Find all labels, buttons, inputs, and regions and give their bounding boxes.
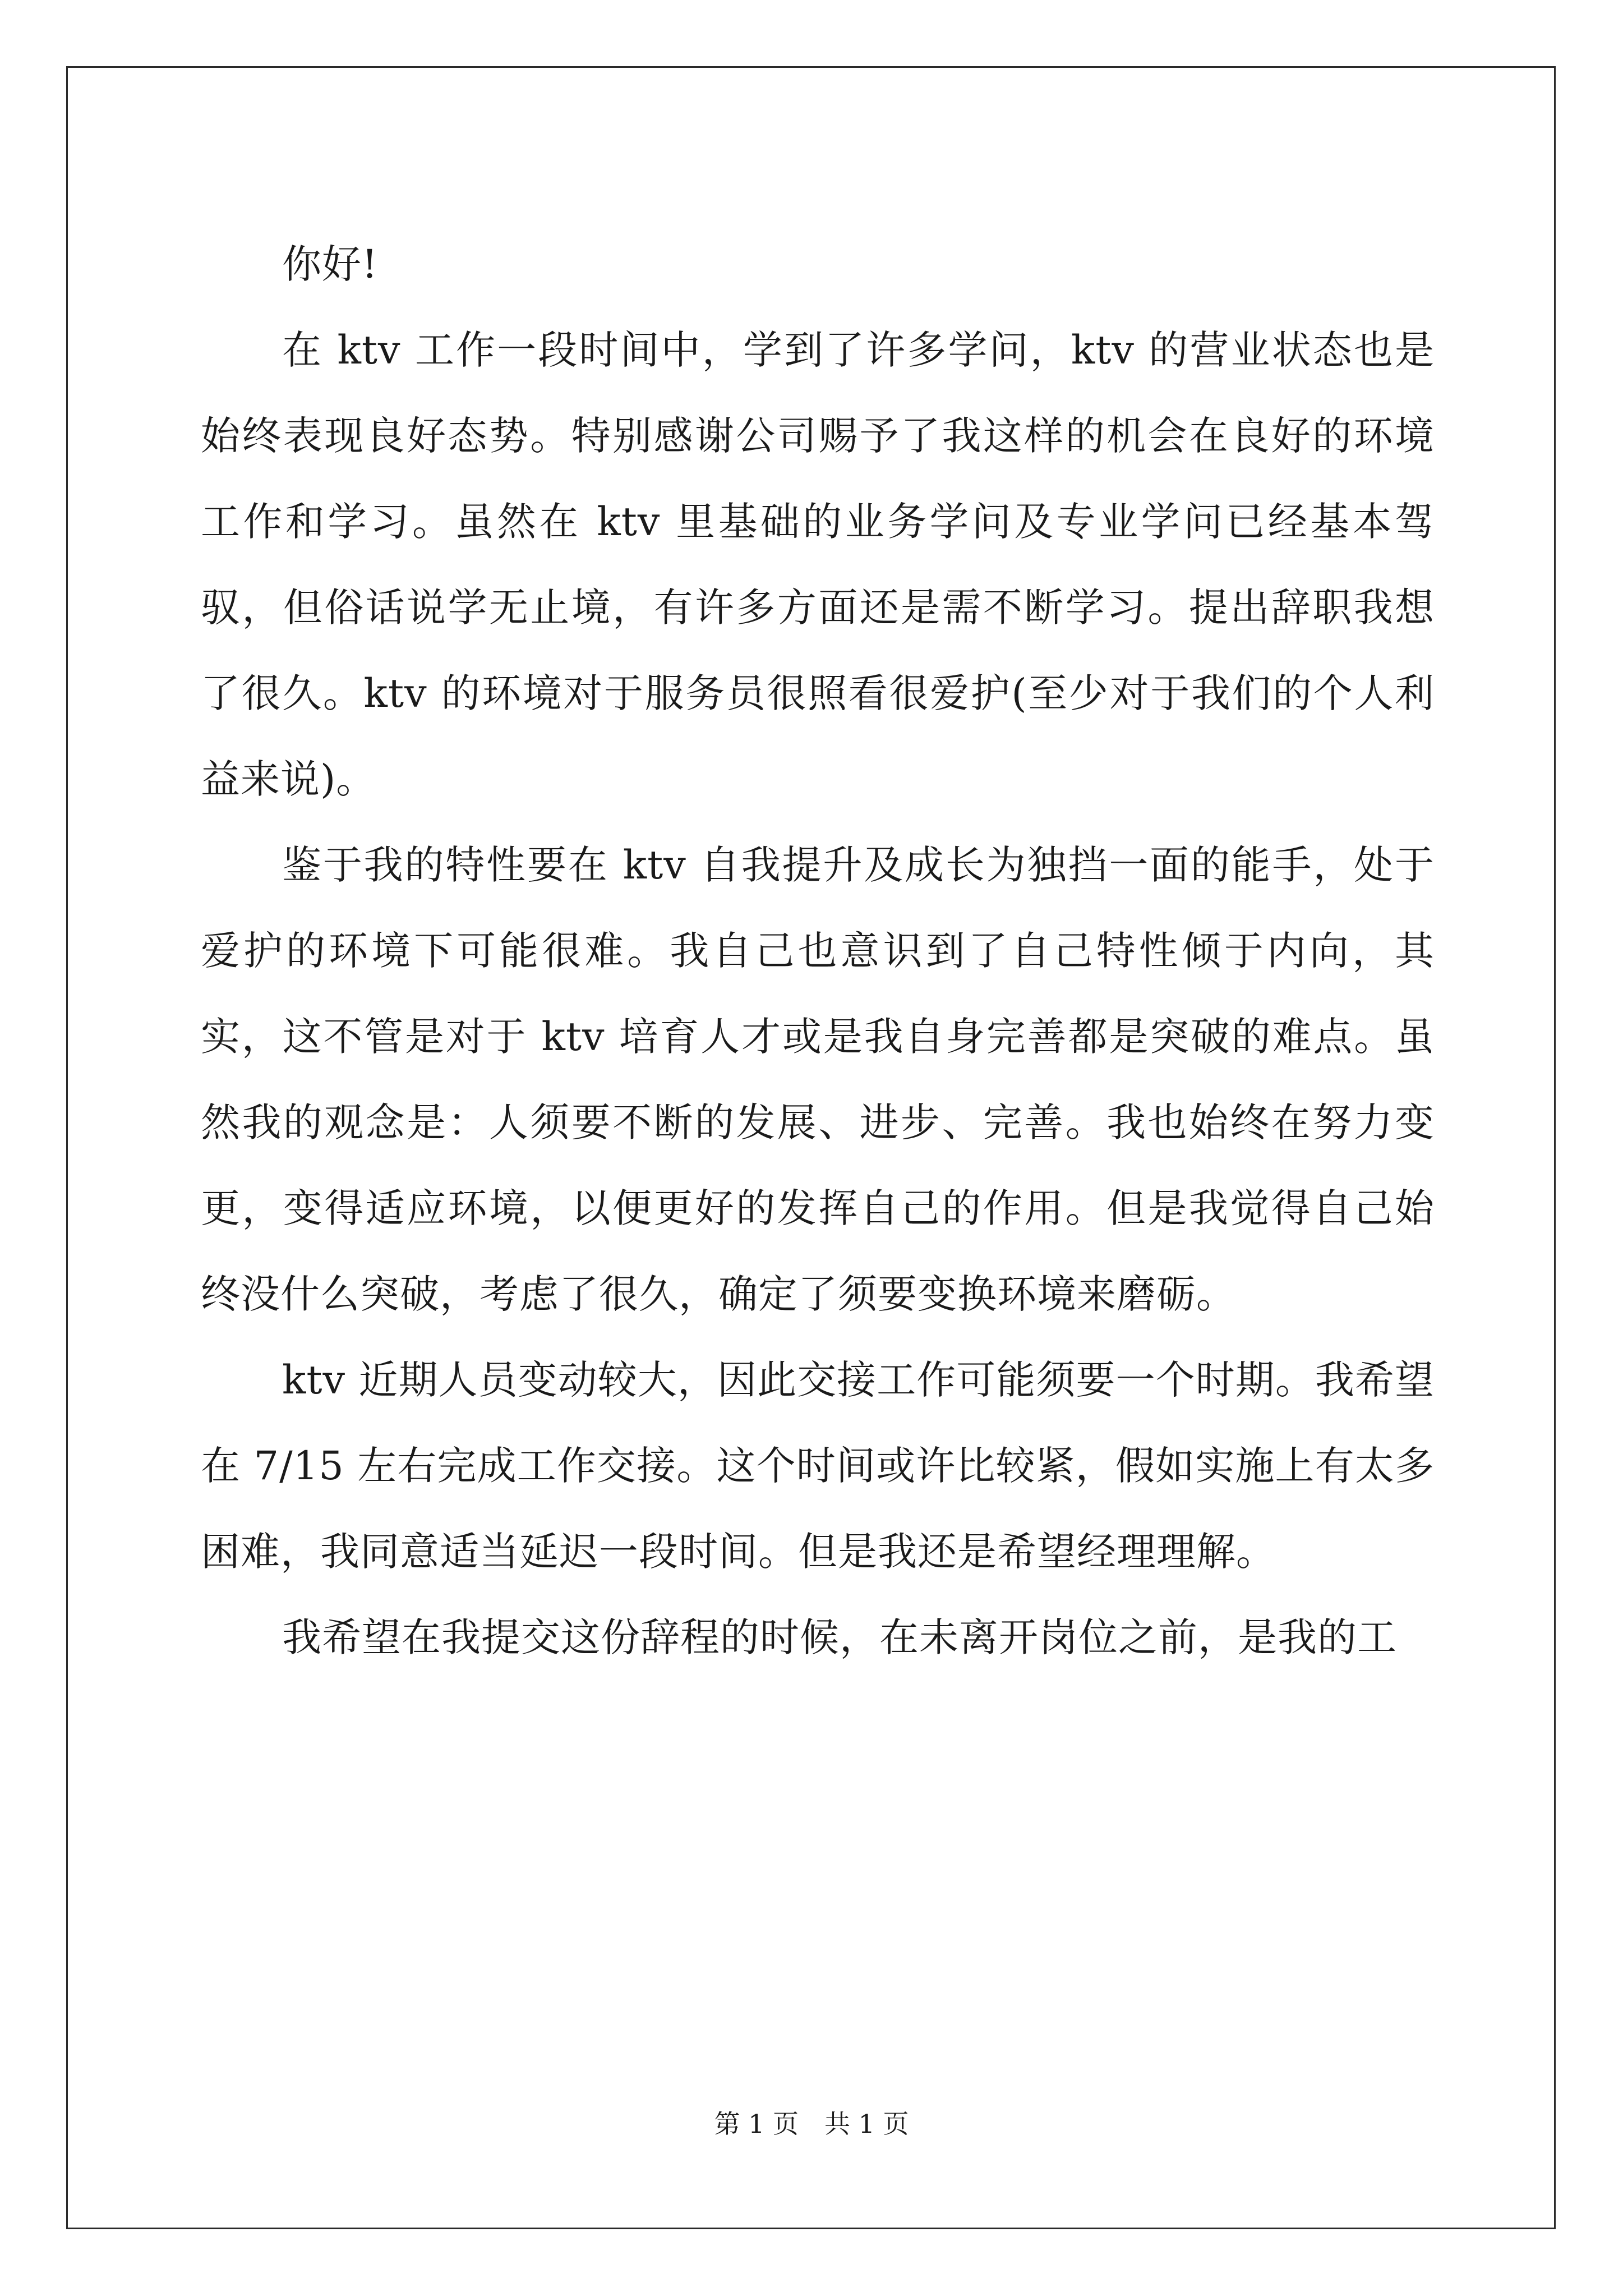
greeting: 你好! — [282, 241, 379, 287]
paragraph-1: 在 ktv 工作一段时间中，学到了许多学问，ktv 的营业状态也是始终表现良好态势。特别感谢公司赐予了我这样的机会在良好的环境工作和学习。虽然在 ktv 里基础的业务学问及专业学问已经基本驾驭，但俗话说学无止境，有许多方面还是需不断学习。提出辞职我想了很久。ktv 的环境对于服务员很照看很爱护(至少对于我们的个人利益来说)。 — [201, 327, 1435, 802]
paragraph-2: 鉴于我的特性要在 ktv 自我提升及成长为独挡一面的能手，处于爱护的环境下可能很难。我自己也意识到了自己特性倾于内向，其实，这不管是对于 ktv 培育人才或是我自身完善都是突破的难点。虽然我的观念是：人须要不断的发展、进步、完善。我也始终在努力变更，变得适应环境，以便更好的发挥自己的作用。但是我觉得自己始终没什么突破，考虑了很久，确定了须要变换环境来磨砺。 — [201, 842, 1435, 1317]
paragraph-3: ktv 近期人员变动较大，因此交接工作可能须要一个时期。我希望在 7/15 左右完成工作交接。这个时间或许比较紧，假如实施上有太多困难，我同意适当延迟一段时间。但是我还是希望经理理解。 — [201, 1357, 1435, 1575]
paragraph-4: 我希望在我提交这份辞程的时候，在未离开岗位之前，是我的工 — [282, 1614, 1397, 1660]
page-number-footer: 第 1 页 共 1 页 — [714, 2109, 909, 2139]
document-body — [201, 222, 1435, 1681]
